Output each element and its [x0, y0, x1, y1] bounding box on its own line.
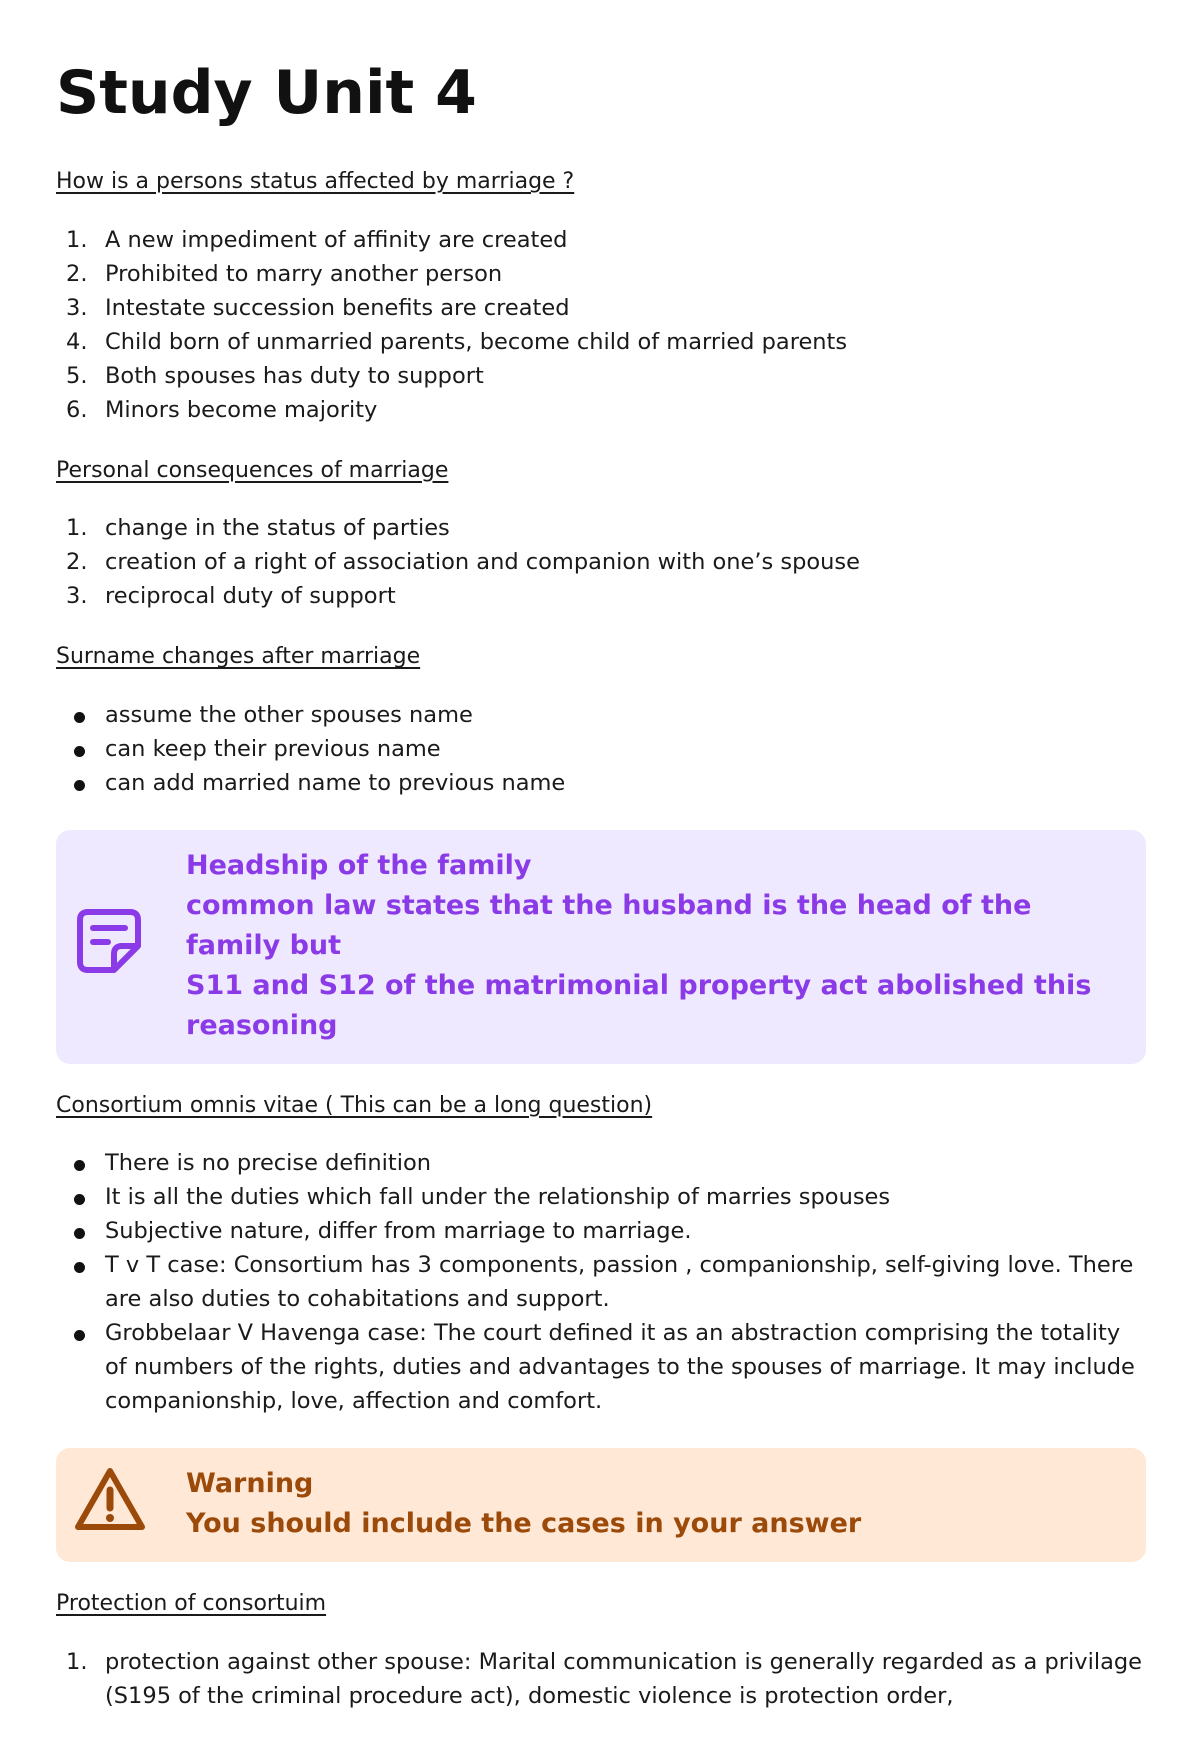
note-icon [74, 906, 144, 988]
list-item: 1. A new impediment of affinity are created [66, 226, 568, 253]
section-heading-surname: Surname changes after marriage [56, 644, 421, 670]
warning-callout [56, 1448, 1146, 1562]
list-item: assume the other spouses name [56, 698, 1146, 732]
warning-icon [74, 1466, 146, 1544]
page-title: Study Unit 4 [56, 58, 477, 128]
headship-callout [56, 830, 1146, 1064]
list-item: can keep their previous name [56, 732, 1146, 766]
callout-title: Warning [186, 1468, 314, 1500]
status-list [56, 223, 1146, 427]
list-item: 4. Child born of unmarried parents, become child of married parents [66, 328, 848, 355]
list-item: Grobbelaar V Havenga case: The court defined it as an abstraction comprising the totality of numbers of the rights, duties and advantages to the spouses of marriage. It may include companionship, love, affection and comfort. [56, 1316, 1146, 1418]
callout-title: Headship of the family [186, 849, 532, 881]
list-item: 3. reciprocal duty of support [66, 583, 396, 610]
list-item: Subjective nature, differ from marriage to marriage. [56, 1214, 1146, 1248]
personal-list [56, 511, 1146, 613]
bullet-icon [74, 1194, 85, 1205]
document-page [56, 60, 1146, 1743]
list-item: It is all the duties which fall under the relationship of marries spouses [56, 1180, 1146, 1214]
section-heading-protection: Protection of consortuim [56, 1591, 327, 1617]
list-item: 5. Both spouses has duty to support [66, 362, 484, 389]
bullet-icon [74, 712, 85, 723]
section-heading-personal: Personal consequences of marriage [56, 457, 449, 483]
bullet-icon [74, 780, 85, 791]
section-heading-consortium: Consortium omnis vitae ( This can be a long question) [56, 1092, 653, 1118]
list-item: 3. Intestate succession benefits are created [66, 294, 570, 321]
callout-line: common law states that the husband is the head of the family but [186, 889, 1032, 961]
protection-list [56, 1645, 1146, 1713]
bullet-icon [74, 746, 85, 757]
list-item: can add married name to previous name [56, 766, 1146, 800]
list-item: 2. Prohibited to marry another person [66, 260, 503, 287]
list-item: T v T case: Consortium has 3 components, passion , companionship, self-giving love. There are also duties to cohabitations and support. [56, 1248, 1146, 1316]
consortium-list [56, 1146, 1146, 1418]
surname-list [56, 698, 1146, 800]
bullet-icon [74, 1262, 85, 1273]
bullet-icon [74, 1160, 85, 1171]
bullet-icon [74, 1330, 85, 1341]
list-item: 2. creation of a right of association and companion with one’s spouse [66, 549, 860, 576]
list-item: 6. Minors become majority [66, 396, 378, 423]
section-heading-status: How is a persons status affected by marriage ? [56, 169, 575, 194]
bullet-icon [74, 1228, 85, 1239]
list-item: 1. change in the status of parties [66, 515, 450, 542]
callout-line: S11 and S12 of the matrimonial property act abolished this reasoning [186, 969, 1092, 1041]
list-item: There is no precise definition [56, 1146, 1146, 1180]
callout-line: You should include the cases in your answer [186, 1508, 862, 1540]
list-item: 1. protection against other spouse: Marital communication is generally regarded as a privilage (S195 of the criminal procedure act), domestic violence is protection order, [66, 1648, 1143, 1709]
